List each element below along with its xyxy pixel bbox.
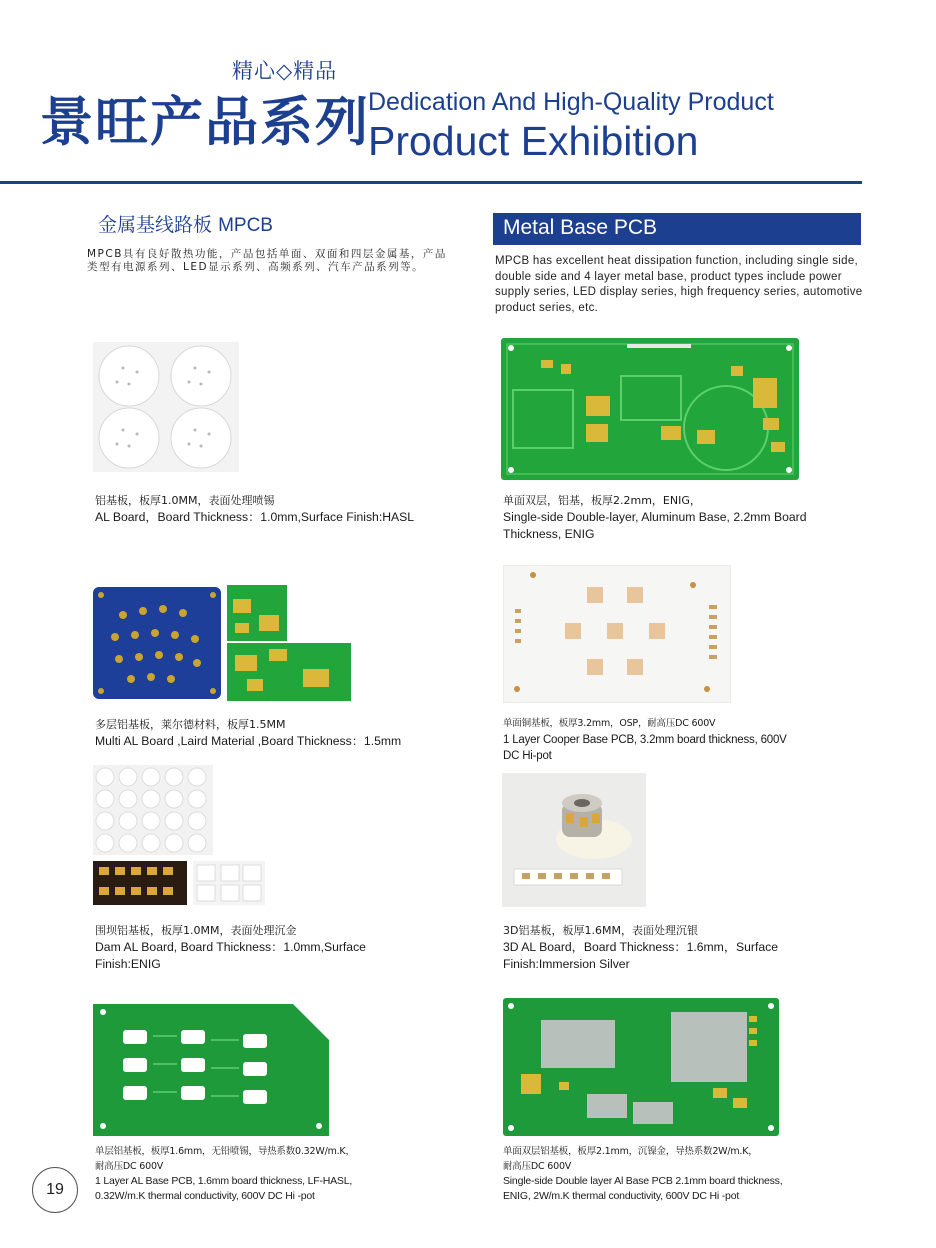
section-heading-cn-suffix: MPCB <box>218 215 273 236</box>
product-image-multi-al-board <box>93 585 351 701</box>
chinese-title: 景旺产品系列 <box>40 92 370 153</box>
caption-product-5-cn: 围坝铝基板，板厚1.0MM，表面处理沉金 <box>95 924 297 937</box>
english-title: Product Exhibition <box>368 118 699 164</box>
caption-product-8-cn-line2: 耐高压DC 600V <box>503 1160 572 1172</box>
caption-product-7-en-line2: 0.32W/m.K thermal conductivity, 600V DC Hi -pot <box>95 1189 315 1202</box>
header-tagline: 精心◇精品 <box>232 59 338 83</box>
caption-product-8-en-line1: Single-side Double layer Al Base PCB 2.1mm board thickness, <box>503 1175 783 1187</box>
caption-product-5 <box>95 922 425 973</box>
caption-product-3 <box>95 716 455 750</box>
caption-product-4-cn: 单面铜基板，板厚3.2mm，OSP，耐高压DC 600V <box>503 718 716 729</box>
caption-product-8 <box>503 1145 833 1203</box>
caption-product-2 <box>503 492 813 543</box>
caption-product-7-cn-line2: 耐高压DC 600V <box>95 1160 164 1172</box>
header-divider <box>0 181 862 184</box>
caption-product-2-en: Single-side Double-layer, Aluminum Base, 2.2mm Board Thickness, ENIG <box>503 510 807 541</box>
caption-product-8-en-line2: ENIG, 2W/m.K thermal conductivity, 600V DC Hi -pot <box>503 1189 740 1202</box>
section-heading-cn-text: 金属基线路板 <box>98 214 213 236</box>
product-image-copper-base-board <box>503 565 731 703</box>
caption-product-1-en: AL Board，Board Thickness：1.0mm,Surface Finish:HASL <box>95 510 415 524</box>
caption-product-7-en-line1: 1 Layer AL Base PCB, 1.6mm board thickness, LF-HASL, <box>95 1175 353 1187</box>
caption-product-7 <box>95 1145 425 1203</box>
caption-product-5-en: Dam AL Board, Board Thickness：1.0mm,Surface Finish:ENIG <box>95 940 366 971</box>
caption-product-1-cn: 铝基板，板厚1.0MM，表面处理喷锡 <box>95 494 275 507</box>
product-image-double-layer-al-pcb <box>503 998 779 1136</box>
caption-product-8-cn-line1: 单面双层铝基板，板厚2.1mm，沉镍金，导热系数2W/m.K， <box>503 1146 758 1157</box>
section-description-cn: MPCB具有良好散热功能，产品包括单面、双面和四层金属基，产品类型有电源系列、LED显示系列、高频系列、汽车产品系列等。 <box>87 248 447 273</box>
caption-product-3-en: Multi AL Board ,Laird Material ,Board Thickness：1.5mm <box>95 734 402 748</box>
caption-product-3-cn: 多层铝基板，莱尔德材料，板厚1.5MM <box>95 718 286 731</box>
section-description-en: MPCB has excellent heat dissipation function, including single side, double side and 4 layer metal base, product types include power supply series, LED display series, high frequency series, automotive product series, etc. <box>495 255 863 314</box>
caption-product-4 <box>503 716 803 764</box>
english-subtitle: Dedication And High-Quality Product <box>368 88 774 116</box>
product-image-al-board <box>93 342 239 472</box>
caption-product-7-cn-line1: 单层铝基板，板厚1.6mm，无铅喷锡，导热系数0.32W/m.K， <box>95 1146 355 1157</box>
caption-product-1 <box>95 492 455 526</box>
caption-product-2-cn: 单面双层，铝基，板厚2.2mm，ENIG， <box>503 494 701 507</box>
section-heading-en: Metal Base PCB <box>493 213 861 245</box>
product-image-dam-al-board <box>93 765 265 905</box>
page-number: 19 <box>32 1167 78 1213</box>
product-image-single-layer-al-pcb <box>93 1000 329 1136</box>
product-image-3d-al-board <box>502 773 646 907</box>
caption-product-6-en: 3D AL Board，Board Thickness：1.6mm，Surface Finish:Immersion Silver <box>503 940 779 971</box>
caption-product-6-cn: 3D铝基板，板厚1.6MM，表面处理沉银 <box>503 924 698 937</box>
section-heading-cn <box>98 210 273 237</box>
caption-product-6 <box>503 922 823 973</box>
caption-product-4-en: 1 Layer Cooper Base PCB, 3.2mm board thickness, 600V DC Hi-pot <box>503 734 787 762</box>
product-image-double-layer-board <box>501 338 799 480</box>
